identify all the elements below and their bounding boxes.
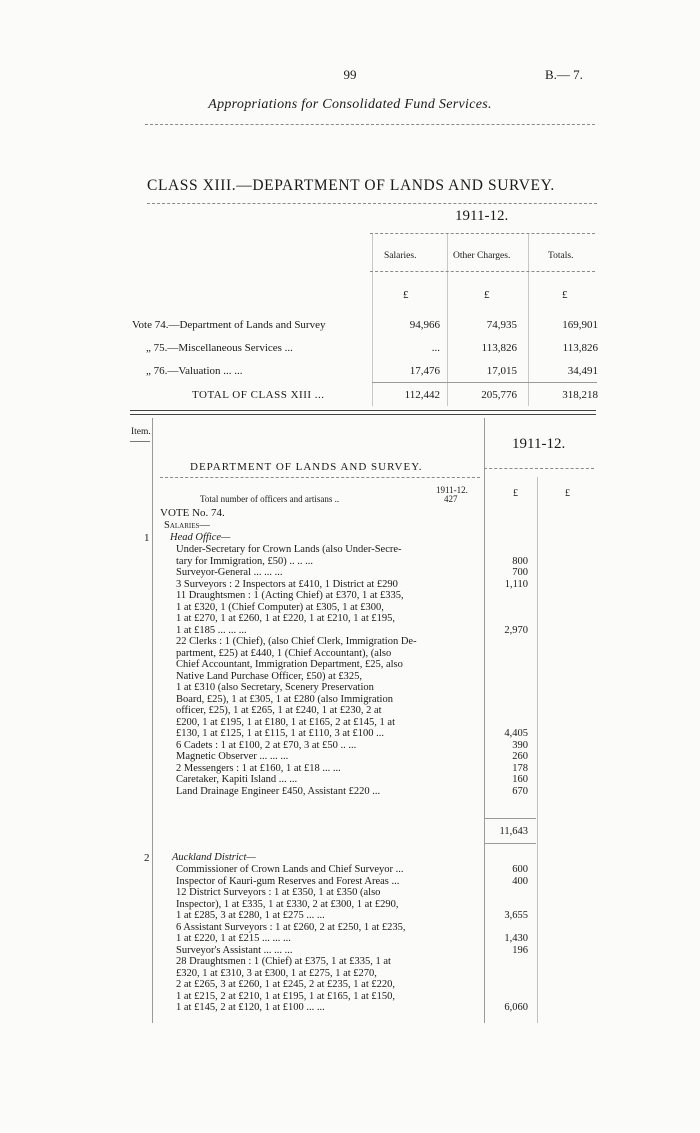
detail-year: 1911-12.: [512, 436, 566, 452]
vote-row-salaries: 94,966: [409, 319, 440, 331]
line-item: Land Drainage Engineer £450, Assistant £220 ...: [176, 785, 381, 797]
line-item: Native Land Purchase Officer, £50) at £325,: [176, 670, 362, 682]
line-item: 1 at £220, 1 at £215 ... ... ...: [176, 933, 291, 944]
col-header-other-charges: Other Charges.: [453, 251, 511, 261]
section-rule: [130, 414, 596, 415]
line-amount: 3,655: [504, 910, 528, 921]
class-total-salaries: 112,442: [404, 389, 440, 401]
vote-row-total: 34,491: [567, 365, 598, 377]
subtotal-rule: [484, 818, 536, 819]
line-item: Caretaker, Kapiti Island ... ...: [176, 774, 298, 785]
title-rule: [147, 203, 597, 204]
vote-row-other: 113,826: [481, 342, 517, 354]
line-item: 12 District Surveyors : 1 at £350, 1 at £350 (also: [176, 887, 381, 898]
line-amount: 800: [512, 555, 528, 567]
line-item: 2 Messengers : 1 at £160, 1 at £18 ... ...: [176, 762, 341, 774]
line-item: Chief Accountant, Immigration Department, £25, also: [176, 659, 403, 670]
line-item: £130, 1 at £125, 1 at £115, 1 at £110, 3 at £100 ...: [176, 728, 385, 739]
line-item: 6 Cadets : 1 at £100, 2 at £70, 3 at £50 .. ...: [176, 739, 357, 751]
page-heading: Appropriations for Consolidated Fund Services.: [208, 97, 492, 112]
line-amount: 600: [512, 864, 528, 875]
item-number: 1: [144, 532, 150, 544]
line-amount: 6,060: [504, 1002, 528, 1013]
vote-row-label: „ 75.—Miscellaneous Services ...: [146, 342, 293, 354]
line-amount: 390: [512, 739, 528, 751]
vote-number: VOTE No. 74.: [160, 507, 225, 519]
line-item: 2 at £265, 3 at £260, 1 at £245, 2 at £235, 1 at £220,: [176, 979, 396, 990]
line-item: 11 Draughtsmen : 1 (Acting Chief) at £370, 1 at £335,: [176, 590, 404, 601]
line-amount: 700: [512, 567, 528, 578]
year-rule: [370, 233, 595, 234]
line-item: officer, £25), 1 at £265, 1 at £240, 1 at £230, 2 at: [176, 705, 382, 716]
currency-col-2: £: [565, 488, 570, 499]
section-subtotal: 11,643: [499, 826, 528, 837]
currency-col-1: £: [513, 488, 518, 499]
line-item: 1 at £285, 3 at £280, 1 at £275 ... ...: [176, 910, 325, 921]
dept-rule: [160, 477, 480, 478]
colhead-rule: [370, 271, 595, 272]
summary-year: 1911-12.: [455, 208, 509, 224]
line-item: £320, 1 at £310, 3 at £300, 1 at £275, 1 at £270,: [176, 967, 377, 979]
line-item: Magnetic Observer ... ... ...: [176, 751, 289, 762]
page-number: 99: [343, 67, 357, 82]
col-header-salaries: Salaries.: [384, 251, 417, 261]
total-officers-count: 427: [444, 494, 458, 504]
vote-row-salaries: 17,476: [409, 365, 440, 377]
line-item: Commissioner of Crown Lands and Chief Surveyor ...: [176, 864, 404, 875]
unit-salaries: £: [403, 289, 409, 301]
unit-totals: £: [562, 289, 568, 301]
line-amount: 670: [512, 785, 528, 797]
line-amount: 4,405: [504, 728, 528, 739]
line-item: 1 at £320, 1 (Chief Computer) at £305, 1 at £300,: [176, 601, 384, 613]
class-total-label: TOTAL OF CLASS XIII ...: [192, 389, 325, 401]
line-amount: 2,970: [504, 624, 528, 636]
section-heading: Auckland District—: [172, 852, 256, 863]
amount-col-divider: [537, 477, 538, 1023]
total-officers-year: 1911-12.: [436, 485, 468, 495]
line-item: Inspector), 1 at £335, 1 at £330, 2 at £300, 1 at £290,: [176, 898, 399, 910]
vote-row-other: 17,015: [486, 365, 517, 377]
vote-row-total: 169,901: [562, 319, 598, 331]
line-item: 1 at £215, 2 at £210, 1 at £195, 1 at £165, 1 at £150,: [176, 990, 396, 1002]
heading-rule: [145, 124, 595, 125]
line-item: Surveyor-General ... ... ...: [176, 567, 283, 578]
line-amount: 400: [512, 875, 528, 887]
line-item: tary for Immigration, £50) .. .. ...: [176, 555, 314, 567]
total-officers-label: Total number of officers and artisans ..: [200, 494, 340, 504]
line-item: 1 at £270, 1 at £260, 1 at £220, 1 at £210, 1 at £195,: [176, 613, 396, 624]
item-column-label: Item.: [131, 427, 151, 437]
line-item: 1 at £310 (also Secretary, Scenery Preservation: [176, 682, 374, 693]
total-rule: [372, 382, 597, 383]
class-total-other: 205,776: [481, 389, 517, 401]
section-rule: [130, 410, 596, 411]
salaries-heading: Salaries—: [164, 520, 210, 531]
line-amount: 196: [512, 944, 528, 956]
class-total-total: 318,218: [562, 389, 598, 401]
line-item: partment, £25) at £440, 1 (Chief Accountant), (also: [176, 647, 392, 659]
col-header-totals: Totals.: [548, 251, 574, 261]
item-rule: [130, 441, 150, 442]
line-item: 6 Assistant Surveyors : 1 at £260, 2 at £250, 1 at £235,: [176, 921, 406, 933]
detail-year-rule: [484, 468, 594, 469]
vote-row-other: 74,935: [486, 319, 517, 331]
line-item: 1 at £145, 2 at £120, 1 at £100 ... ...: [176, 1002, 325, 1013]
class-title: CLASS XIII.—DEPARTMENT OF LANDS AND SURVEY.: [147, 177, 555, 194]
line-item: 22 Clerks : 1 (Chief), (also Chief Clerk, Immigration De-: [176, 636, 417, 647]
line-item: Board, £25), 1 at £305, 1 at £280 (also Immigration: [176, 693, 393, 705]
vote-row-salaries: ...: [431, 342, 440, 354]
line-item: £200, 1 at £195, 1 at £180, 1 at £165, 2 at £145, 1 at: [176, 716, 396, 728]
vote-row-total: 113,826: [562, 342, 598, 354]
vote-row-label: „ 76.—Valuation ... ...: [146, 365, 243, 377]
section-heading: Head Office—: [170, 532, 231, 543]
line-item: 28 Draughtsmen : 1 (Chief) at £375, 1 at £335, 1 at: [176, 956, 391, 967]
department-title: DEPARTMENT OF LANDS AND SURVEY.: [190, 461, 423, 473]
vote-row-label: Vote 74.—Department of Lands and Survey: [132, 319, 326, 331]
line-item: 3 Surveyors : 2 Inspectors at £410, 1 District at £290: [176, 578, 398, 590]
unit-other: £: [484, 289, 490, 301]
line-amount: 178: [512, 762, 528, 774]
item-number: 2: [144, 852, 150, 864]
page-reference: B.— 7.: [545, 67, 583, 82]
line-item: Under-Secretary for Crown Lands (also Under-Secre-: [176, 544, 402, 555]
line-amount: 1,430: [504, 933, 528, 944]
line-item: Inspector of Kauri-gum Reserves and Forest Areas ...: [176, 875, 400, 887]
line-amount: 1,110: [504, 578, 528, 590]
line-item: 1 at £185 ... ... ...: [176, 624, 247, 636]
line-amount: 260: [512, 751, 528, 762]
subtotal-rule: [484, 843, 536, 844]
line-item: Surveyor's Assistant ... ... ...: [176, 944, 293, 956]
line-amount: 160: [512, 774, 528, 785]
item-col-divider: [152, 418, 153, 1023]
